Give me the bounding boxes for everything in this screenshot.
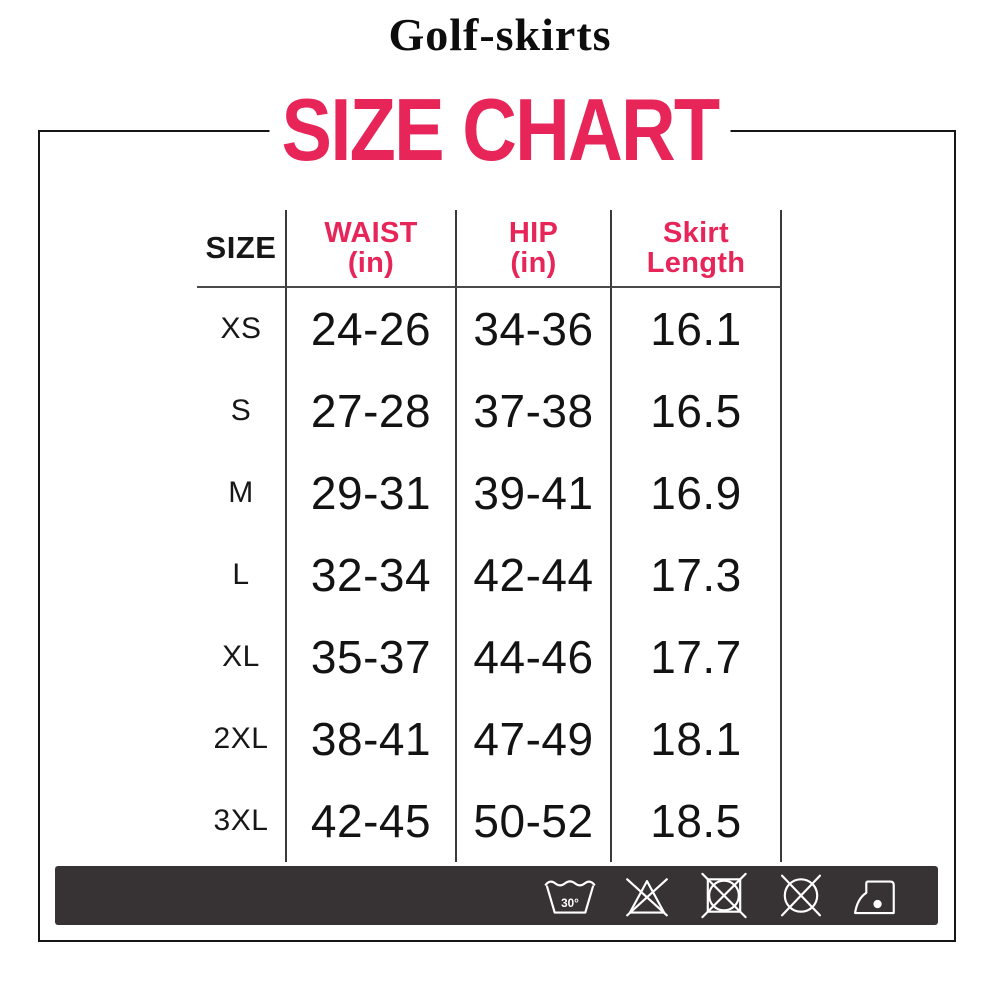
size-label: S [230, 394, 252, 428]
skirt-length-value: 16.9 [650, 466, 742, 519]
table-cell [455, 698, 610, 780]
care-instructions-bar [55, 866, 938, 925]
skirt-length-value: 18.1 [650, 712, 742, 765]
table-cell [285, 698, 455, 780]
table-row-size-label [197, 452, 285, 534]
waist-value: 27-28 [310, 384, 432, 437]
table-cell [610, 698, 782, 780]
hip-value: 47-49 [473, 712, 594, 765]
skirt-length-value: 17.7 [650, 630, 742, 683]
iron-low-heat-icon [851, 872, 905, 919]
table-row-size-label [197, 370, 285, 452]
column-header-hip-unit: (in) [510, 247, 557, 279]
size-label: M [228, 476, 254, 510]
table-row-size-label [197, 698, 285, 780]
hip-value: 39-41 [473, 466, 594, 519]
column-header-size-label: SIZE [205, 229, 277, 265]
column-header-waist [285, 210, 455, 288]
table-cell [285, 288, 455, 370]
do-not-dry-clean-icon [774, 872, 828, 919]
machine-wash-30-icon [543, 872, 597, 919]
size-label: 2XL [213, 722, 269, 756]
table-cell [610, 780, 782, 862]
skirt-length-value: 16.1 [650, 302, 742, 355]
hip-value: 44-46 [473, 630, 594, 683]
skirt-length-value: 16.5 [650, 384, 742, 437]
size-label: XS [220, 312, 262, 346]
column-header-hip-label: HIP [508, 216, 559, 249]
table-cell [455, 616, 610, 698]
size-label: XL [222, 640, 260, 674]
waist-value: 24-26 [310, 302, 432, 355]
waist-value: 38-41 [310, 712, 432, 765]
size-chart-table [197, 210, 782, 862]
table-cell [285, 370, 455, 452]
do-not-tumble-dry-icon [697, 872, 751, 919]
waist-value: 35-37 [310, 630, 432, 683]
do-not-bleach-icon [620, 872, 674, 919]
column-header-waist-unit: (in) [347, 247, 395, 279]
table-cell [455, 780, 610, 862]
table-cell [455, 534, 610, 616]
size-label: L [232, 558, 250, 592]
table-row-size-label [197, 534, 285, 616]
waist-value: 32-34 [310, 548, 432, 601]
table-cell [285, 780, 455, 862]
table-cell [610, 288, 782, 370]
table-cell [285, 616, 455, 698]
table-cell [455, 452, 610, 534]
table-cell [285, 534, 455, 616]
hip-value: 50-52 [473, 794, 594, 847]
table-cell [455, 370, 610, 452]
column-header-skirt-sub: Length [646, 247, 746, 279]
table-cell [610, 616, 782, 698]
brand-title: Golf-skirts [388, 9, 612, 60]
hip-value: 34-36 [473, 302, 594, 355]
table-cell [455, 288, 610, 370]
hip-value: 37-38 [473, 384, 594, 437]
column-header-waist-label: WAIST [324, 216, 418, 249]
table-cell [610, 534, 782, 616]
column-header-skirt-length [610, 210, 782, 288]
skirt-length-value: 17.3 [650, 548, 742, 601]
waist-value: 29-31 [310, 466, 432, 519]
table-cell [610, 370, 782, 452]
hip-value: 42-44 [473, 548, 594, 601]
size-chart-heading: SIZE CHART [270, 86, 731, 174]
skirt-length-value: 18.5 [650, 794, 742, 847]
table-row-size-label [197, 616, 285, 698]
column-header-hip [455, 210, 610, 288]
column-header-skirt-label: Skirt [663, 216, 729, 249]
size-label: 3XL [213, 804, 269, 838]
table-row-size-label [197, 288, 285, 370]
table-cell [610, 452, 782, 534]
table-row-size-label [197, 780, 285, 862]
column-header-size [197, 210, 285, 288]
wash-temperature-label: 30° [561, 897, 579, 911]
table-cell [285, 452, 455, 534]
waist-value: 42-45 [310, 794, 432, 847]
